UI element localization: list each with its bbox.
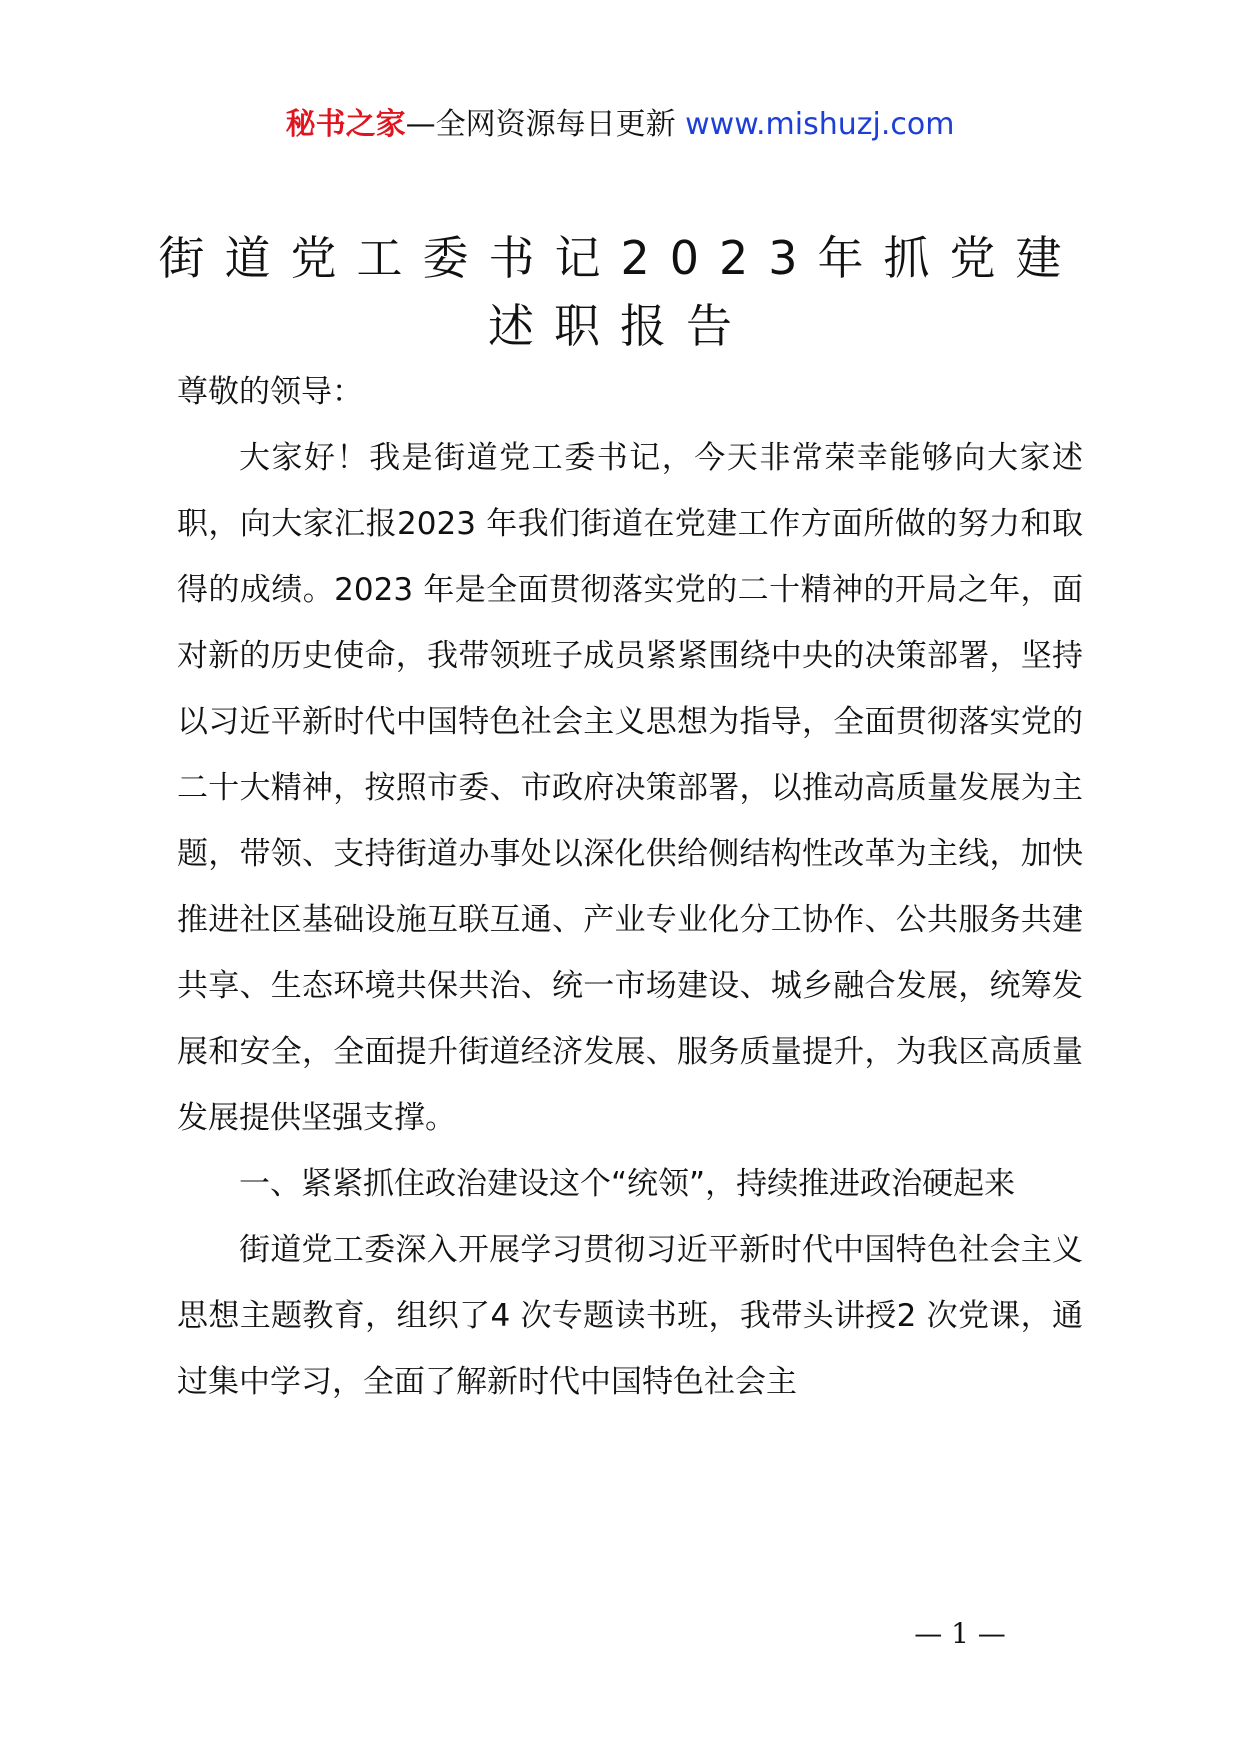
document-body bbox=[177, 359, 1083, 1415]
paragraph-section-1: 街道党工委深入开展学习贯彻习近平新时代中国特色社会主义思想主题教育，组织了4 次专题读书班，我带头讲授2 次党课，通过集中学习，全面了解新时代中国特色社会主 bbox=[177, 1232, 1083, 1400]
salutation: 尊敬的领导： bbox=[177, 374, 363, 410]
title-line-2: 述职报告 bbox=[488, 299, 752, 353]
header-tagline: —全网资源每日更新 bbox=[405, 107, 686, 142]
document-title bbox=[150, 224, 1090, 360]
website-link[interactable]: www.mishuzj.com bbox=[685, 107, 955, 142]
brand-name: 秘书之家 bbox=[285, 107, 406, 142]
paragraph-intro: 大家好！我是街道党工委书记，今天非常荣幸能够向大家述职，向大家汇报2023 年我们街道在党建工作方面所做的努力和取得的成绩。2023 年是全面贯彻落实党的二十精神的开局之年，面对新的历史使命，我带领班子成员紧紧围绕中央的决策部署，坚持以习近平新时代中国特色社会主义思想为指导，全面贯彻落实党的二十大精神，按照市委、市政府决策部署，以推动高质量发展为主题，带领、支持街道办事处以深化供给侧结构性改革为主线，加快推进社区基础设施互联互通、产业专业化分工协作、公共服务共建共享、生态环境共保共治、统一市场建设、城乡融合发展，统筹发展和安全，全面提升街道经济发展、服务质量提升，为我区高质量发展提供坚强支撑。 bbox=[177, 440, 1083, 1136]
page-number: — 1 — bbox=[914, 1617, 1006, 1650]
site-header bbox=[0, 98, 1240, 152]
title-line-1: 街道党工委书记2023年抓党建 bbox=[158, 231, 1082, 285]
section-heading-1: 一、紧紧抓住政治建设这个“统领”，持续推进政治硬起来 bbox=[239, 1166, 1016, 1202]
